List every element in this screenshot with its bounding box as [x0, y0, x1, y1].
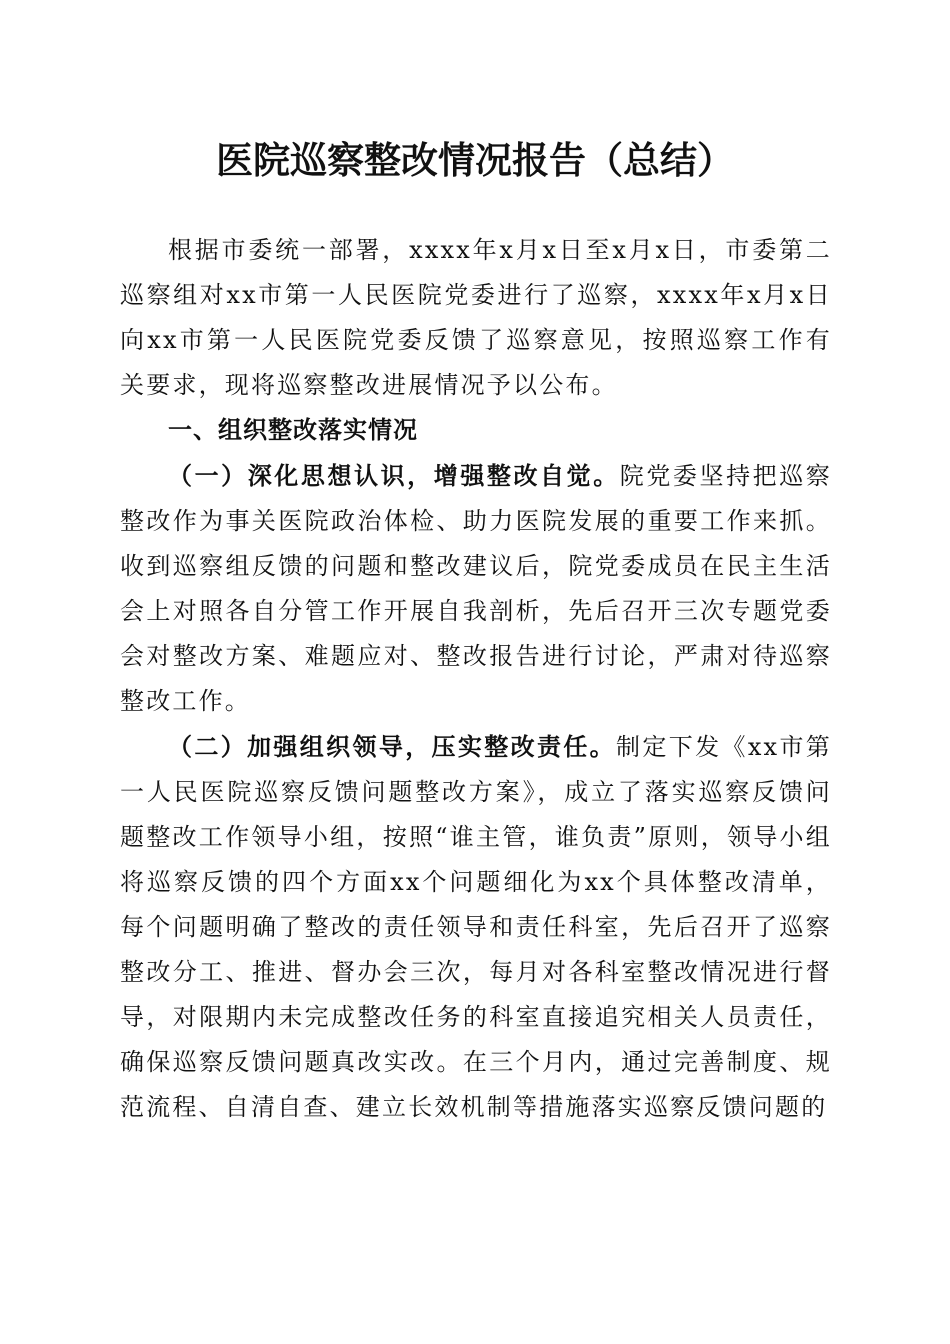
- item-one-lead: （一）深化思想认识，增强整改自觉。: [168, 461, 620, 490]
- item-two-paragraph: [120, 724, 832, 1130]
- item-two-lead: （二）加强组织领导，压实整改责任。: [168, 732, 617, 761]
- section-heading: 一、组织整改落实情况: [168, 416, 418, 444]
- intro-paragraph: 根据市委统一部署，xxxx年x月x日至x月x日，市委第二巡察组对xx市第一人民医院党委进行了巡察，xxxx年x月x日向xx市第一人民医院党委反馈了巡察意见，按照巡察工作有关要求，现将巡察整改进展情况予以公布。: [120, 236, 832, 399]
- document-body: [120, 228, 832, 1130]
- item-two-body: 制定下发《xx市第一人民医院巡察反馈问题整改方案》，成立了落实巡察反馈问题整改工作领导小组，按照“谁主管，谁负责”原则，领导小组将巡察反馈的四个方面xx个问题细化为xx个具体整改清单，每个问题明确了整改的责任领导和责任科室，先后召开了巡察整改分工、推进、督办会三次，每月对各科室整改情况进行督导，对限期内未完成整改任务的科室直接追究相关人员责任，确保巡察反馈问题真改实改。在三个月内，通过完善制度、规范流程、自清自查、建立长效机制等措施落实巡察反馈问题的: [120, 733, 833, 1121]
- document-title: 医院巡察整改情况报告（总结）: [216, 138, 734, 182]
- item-one-paragraph: [120, 453, 832, 724]
- item-one-body: 院党委坚持把巡察整改作为事关医院政治体检、助力医院发展的重要工作来抓。收到巡察组反馈的问题和整改建议后，院党委成员在民主生活会上对照各自分管工作开展自我剖析，先后召开三次专题党委会对整改方案、难题应对、整改报告进行讨论，严肃对待巡察整改工作。: [120, 462, 832, 715]
